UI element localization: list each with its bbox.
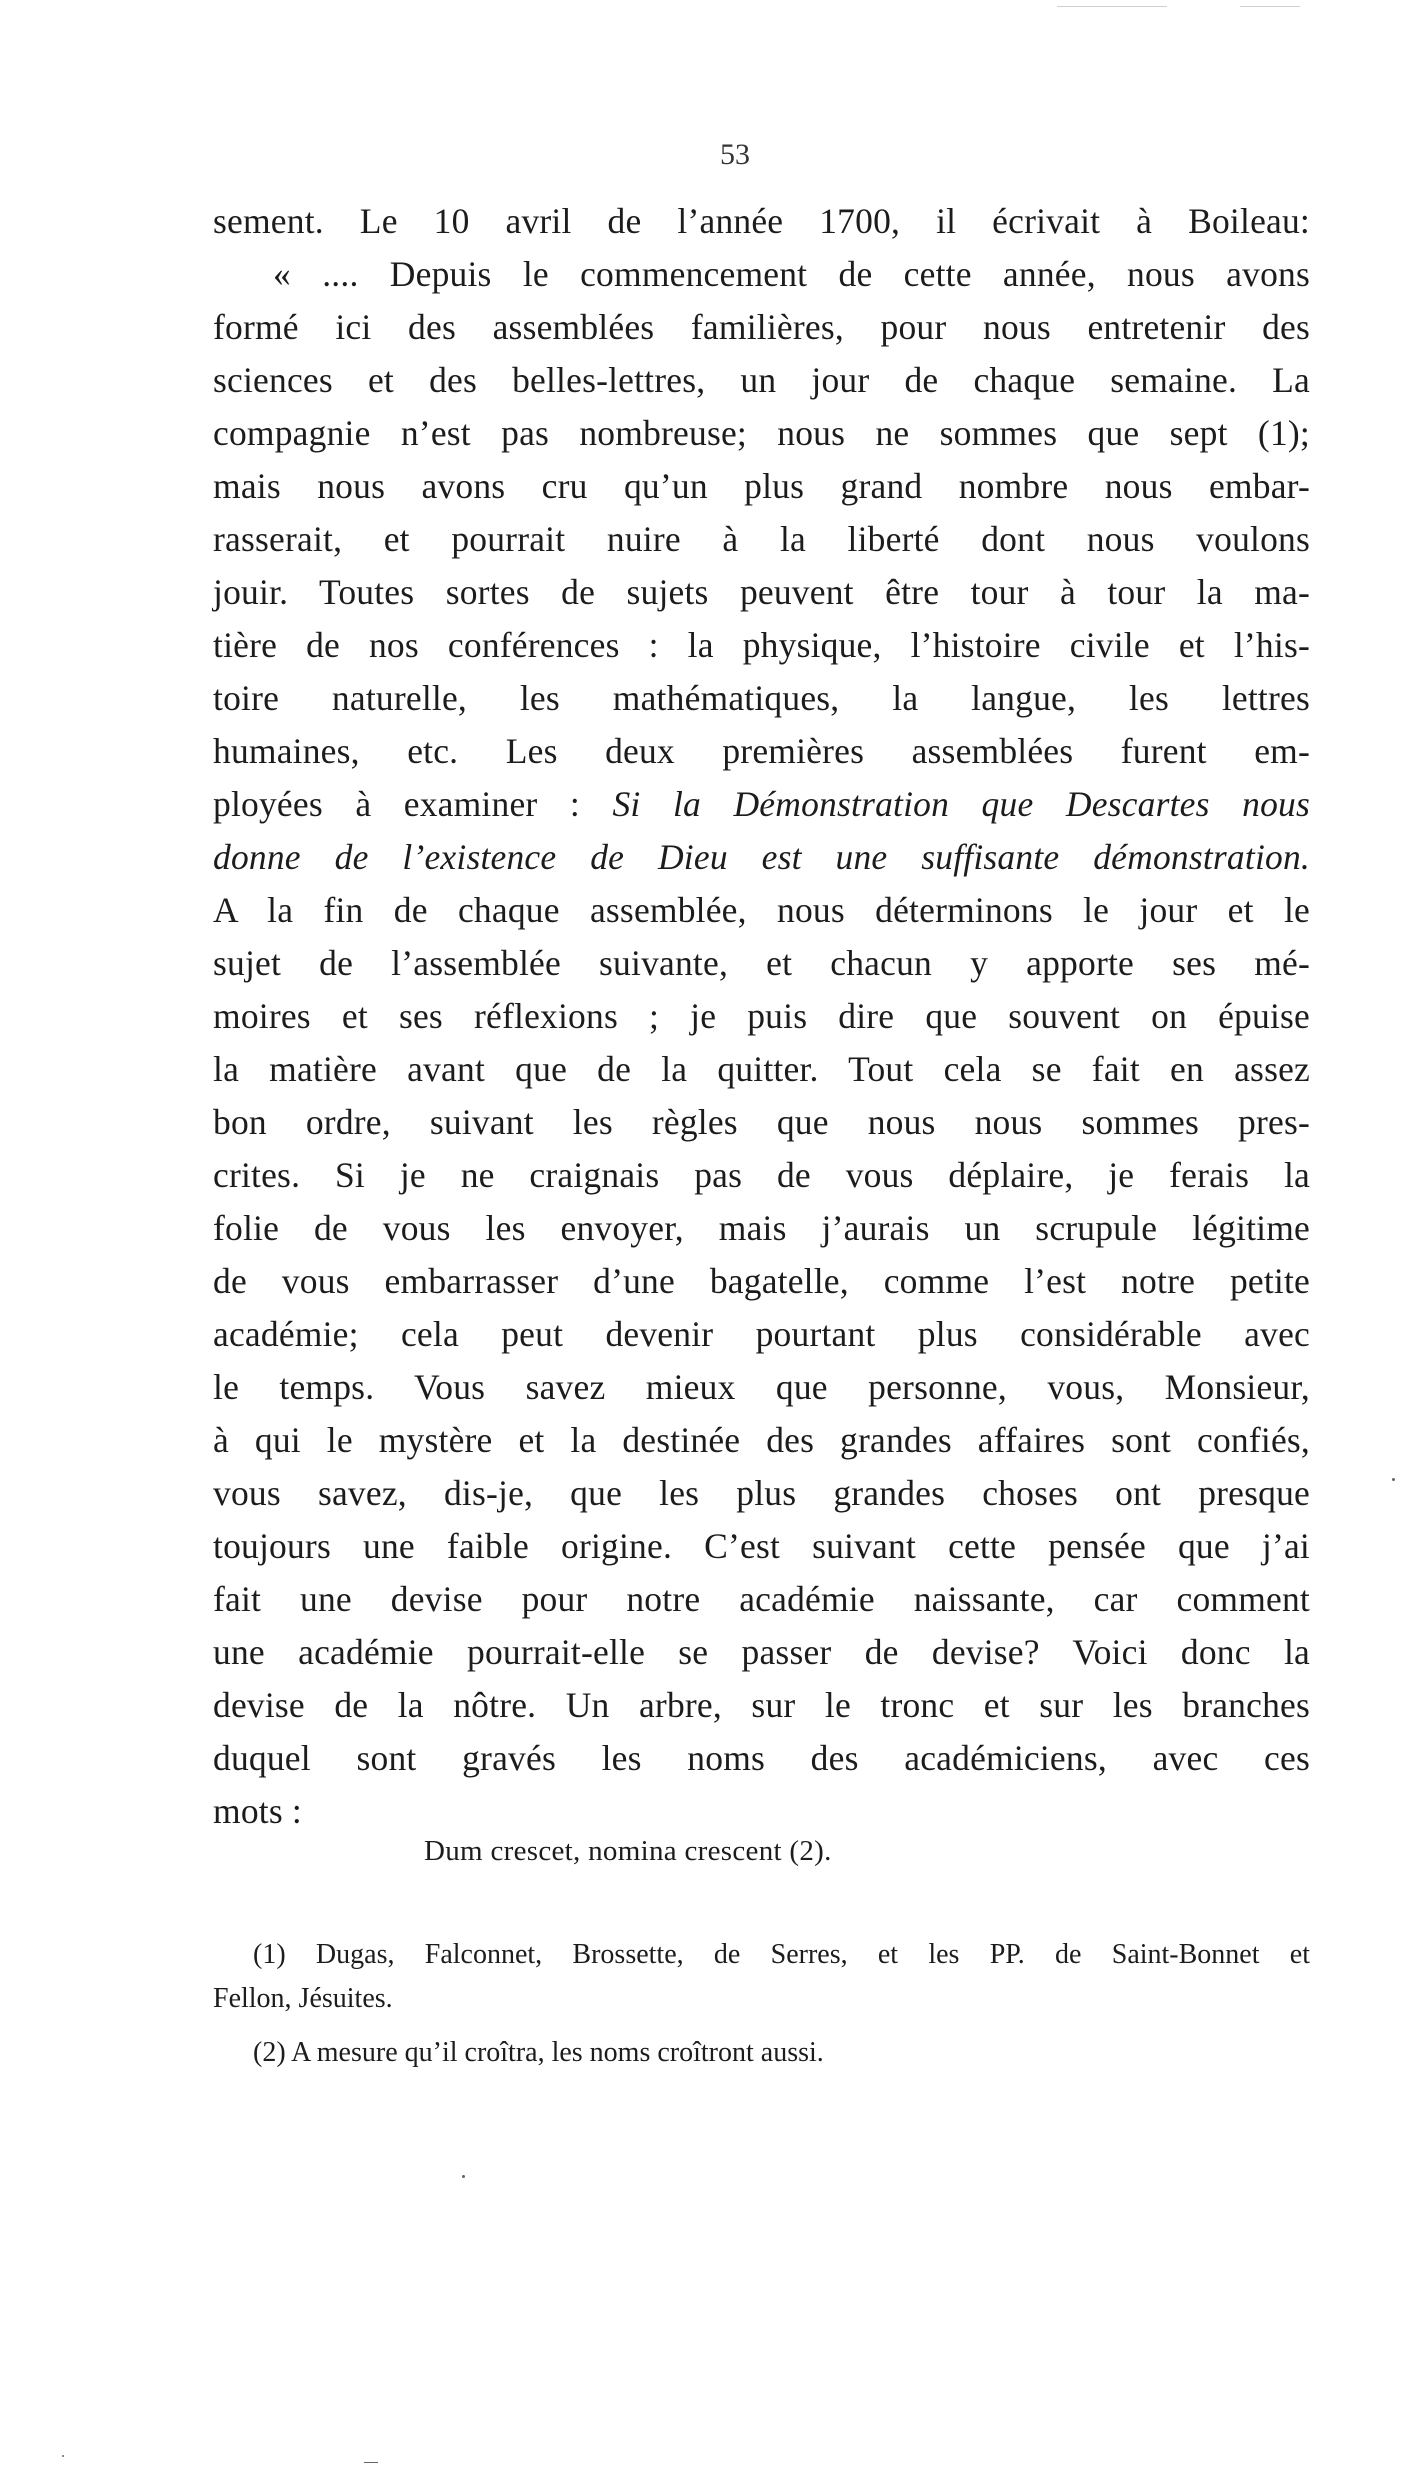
paper-speck (1392, 1478, 1395, 1481)
text-line: folie de vous les envoyer, mais j’aurais un scrupule légitime (213, 1208, 1310, 1248)
text-line: une académie pourrait-elle se passer de devise? Voici donc la (213, 1632, 1310, 1672)
paper-speck (62, 2455, 64, 2457)
text-segment: ployées à examiner : (213, 784, 613, 824)
footnote-1-continued: Fellon, Jésuites. (213, 1983, 393, 2014)
body-text (213, 195, 1310, 1838)
text-line: A la fin de chaque assemblée, nous déterminons le jour et le (213, 890, 1310, 930)
text-line: devise de la nôtre. Un arbre, sur le tronc et sur les branches (213, 1685, 1310, 1725)
text-line: la matière avant que de la quitter. Tout cela se fait en assez (213, 1049, 1310, 1089)
text-line: bon ordre, suivant les règles que nous nous sommes pres- (213, 1102, 1310, 1142)
text-line: de vous embarrasser d’une bagatelle, comme l’est notre petite (213, 1261, 1310, 1301)
paper-speck (364, 2462, 378, 2463)
text-line: rasserait, et pourrait nuire à la liberté dont nous voulons (213, 519, 1310, 559)
footnote-1: (1) Dugas, Falconnet, Brossette, de Serres, et les PP. de Saint-Bonnet et (253, 1939, 1310, 1970)
footnote-2: (2) A mesure qu’il croîtra, les noms croîtront aussi. (253, 2037, 824, 2068)
text-line: le temps. Vous savez mieux que personne, vous, Monsieur, (213, 1367, 1310, 1407)
text-line-mixed (213, 778, 1310, 831)
italic-title-continued: donne de l’existence de Dieu est une suffisante démonstration. (213, 837, 1310, 877)
text-line: humaines, etc. Les deux premières assemblées furent em- (213, 731, 1310, 771)
text-line: académie; cela peut devenir pourtant plus considérable avec (213, 1314, 1310, 1354)
text-line: formé ici des assemblées familières, pour nous entretenir des (213, 307, 1310, 347)
footnotes (213, 1930, 1310, 2078)
text-line: compagnie n’est pas nombreuse; nous ne sommes que sept (1); (213, 413, 1310, 453)
page-number: 53 (720, 138, 750, 171)
text-line: vous savez, dis-je, que les plus grandes choses ont presque (213, 1473, 1310, 1513)
top-edge-rule (1057, 6, 1167, 7)
top-edge-rule (1240, 6, 1300, 7)
text-line: mots : (213, 1791, 302, 1831)
paper-speck (462, 2175, 465, 2178)
text-line: fait une devise pour notre académie naissante, car comment (213, 1579, 1310, 1619)
text-line: à qui le mystère et la destinée des grandes affaires sont confiés, (213, 1420, 1310, 1460)
text-line: toujours une faible origine. C’est suivant cette pensée que j’ai (213, 1526, 1310, 1566)
text-line: « .... Depuis le commencement de cette année, nous avons (273, 254, 1310, 294)
text-line: sement. Le 10 avril de l’année 1700, il écrivait à Boileau: (213, 201, 1310, 241)
text-line: tière de nos conférences : la physique, l’histoire civile et l’his- (213, 625, 1310, 665)
text-line: moires et ses réflexions ; je puis dire que souvent on épuise (213, 996, 1310, 1036)
text-line: jouir. Toutes sortes de sujets peuvent être tour à tour la ma- (213, 572, 1310, 612)
text-line: mais nous avons cru qu’un plus grand nombre nous embar- (213, 466, 1310, 506)
text-line: sciences et des belles-lettres, un jour de chaque semaine. La (213, 360, 1310, 400)
text-line: duquel sont gravés les noms des académiciens, avec ces (213, 1738, 1310, 1778)
latin-motto: Dum crescet, nomina crescent (2). (424, 1835, 832, 1867)
text-line: toire naturelle, les mathématiques, la langue, les lettres (213, 678, 1310, 718)
text-line: sujet de l’assemblée suivante, et chacun y apporte ses mé- (213, 943, 1310, 983)
text-line: crites. Si je ne craignais pas de vous déplaire, je ferais la (213, 1155, 1310, 1195)
italic-title: Si la Démonstration que Descartes nous (612, 784, 1310, 824)
